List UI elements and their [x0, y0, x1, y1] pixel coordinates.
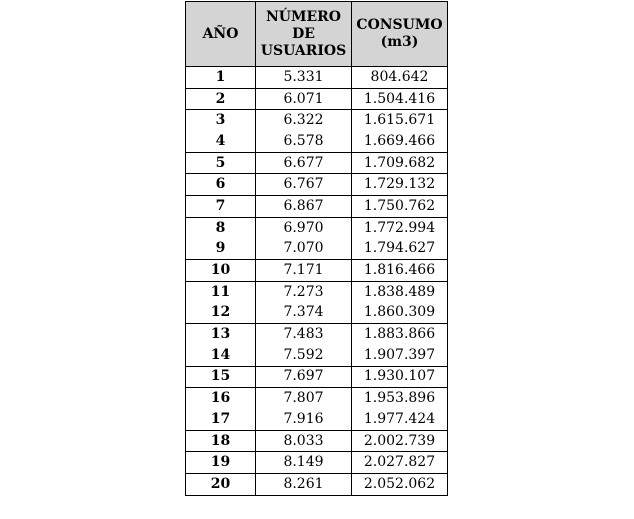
- header-year: AÑO: [186, 2, 256, 67]
- consumption-cell: 1.669.466: [352, 131, 448, 152]
- year-cell: 17: [186, 409, 256, 430]
- year-cell: 20: [186, 474, 256, 496]
- users-cell: 7.374: [256, 303, 352, 324]
- users-cell: 6.071: [256, 88, 352, 110]
- table-row: [186, 303, 448, 324]
- table-row: [186, 409, 448, 430]
- table-row: [186, 174, 448, 196]
- header-users-label: NÚMERO DE USUARIOS: [260, 8, 347, 59]
- table-row: [186, 474, 448, 496]
- table-row: [186, 260, 448, 282]
- table-row: [186, 239, 448, 260]
- table-row: [186, 110, 448, 131]
- consumption-cell: 1.930.107: [352, 366, 448, 388]
- users-cell: 6.322: [256, 110, 352, 131]
- users-cell: 6.970: [256, 217, 352, 238]
- year-cell: 12: [186, 303, 256, 324]
- year-cell: 18: [186, 430, 256, 452]
- users-cell: 8.149: [256, 452, 352, 474]
- header-consumption-label: CONSUMO (m3): [356, 17, 443, 50]
- year-cell: 5: [186, 152, 256, 174]
- consumption-cell: 1.977.424: [352, 409, 448, 430]
- header-consumption: [352, 2, 448, 67]
- users-cell: 7.483: [256, 324, 352, 345]
- consumption-cell: 2.052.062: [352, 474, 448, 496]
- consumption-cell: 2.027.827: [352, 452, 448, 474]
- users-cell: 7.592: [256, 345, 352, 366]
- users-cell: 6.867: [256, 196, 352, 218]
- year-cell: 7: [186, 196, 256, 218]
- table-row: [186, 324, 448, 345]
- table-row: [186, 152, 448, 174]
- users-cell: 6.677: [256, 152, 352, 174]
- users-cell: 7.171: [256, 260, 352, 282]
- year-cell: 19: [186, 452, 256, 474]
- users-cell: 6.578: [256, 131, 352, 152]
- users-cell: 5.331: [256, 67, 352, 89]
- table-row: [186, 131, 448, 152]
- consumption-cell: 804.642: [352, 67, 448, 89]
- year-cell: 8: [186, 217, 256, 238]
- users-cell: 8.033: [256, 430, 352, 452]
- consumption-cell: 1.907.397: [352, 345, 448, 366]
- year-cell: 6: [186, 174, 256, 196]
- consumption-cell: 1.615.671: [352, 110, 448, 131]
- users-cell: 6.767: [256, 174, 352, 196]
- consumption-cell: 1.794.627: [352, 239, 448, 260]
- table-body: [186, 67, 448, 496]
- header-users: [256, 2, 352, 67]
- year-cell: 15: [186, 366, 256, 388]
- year-cell: 9: [186, 239, 256, 260]
- consumption-cell: 1.883.866: [352, 324, 448, 345]
- year-cell: 3: [186, 110, 256, 131]
- year-cell: 11: [186, 281, 256, 302]
- consumption-cell: 2.002.739: [352, 430, 448, 452]
- users-cell: 8.261: [256, 474, 352, 496]
- table-row: [186, 430, 448, 452]
- consumption-cell: 1.860.309: [352, 303, 448, 324]
- year-cell: 10: [186, 260, 256, 282]
- users-cell: 7.273: [256, 281, 352, 302]
- users-cell: 7.916: [256, 409, 352, 430]
- table-row: [186, 196, 448, 218]
- year-cell: 2: [186, 88, 256, 110]
- table-row: [186, 366, 448, 388]
- year-cell: 4: [186, 131, 256, 152]
- year-cell: 16: [186, 388, 256, 409]
- table-row: [186, 88, 448, 110]
- table-row: [186, 345, 448, 366]
- table-header: [186, 2, 448, 67]
- consumption-cell: 1.729.132: [352, 174, 448, 196]
- year-cell: 14: [186, 345, 256, 366]
- table-row: [186, 67, 448, 89]
- consumption-cell: 1.709.682: [352, 152, 448, 174]
- users-cell: 7.807: [256, 388, 352, 409]
- users-cell: 7.070: [256, 239, 352, 260]
- consumption-cell: 1.504.416: [352, 88, 448, 110]
- header-row: [186, 2, 448, 67]
- table-row: [186, 281, 448, 302]
- consumption-table: [185, 1, 448, 496]
- consumption-cell: 1.750.762: [352, 196, 448, 218]
- consumption-cell: 1.816.466: [352, 260, 448, 282]
- table-row: [186, 217, 448, 238]
- consumption-cell: 1.953.896: [352, 388, 448, 409]
- table-row: [186, 388, 448, 409]
- year-cell: 1: [186, 67, 256, 89]
- table-row: [186, 452, 448, 474]
- consumption-cell: 1.772.994: [352, 217, 448, 238]
- consumption-cell: 1.838.489: [352, 281, 448, 302]
- users-cell: 7.697: [256, 366, 352, 388]
- year-cell: 13: [186, 324, 256, 345]
